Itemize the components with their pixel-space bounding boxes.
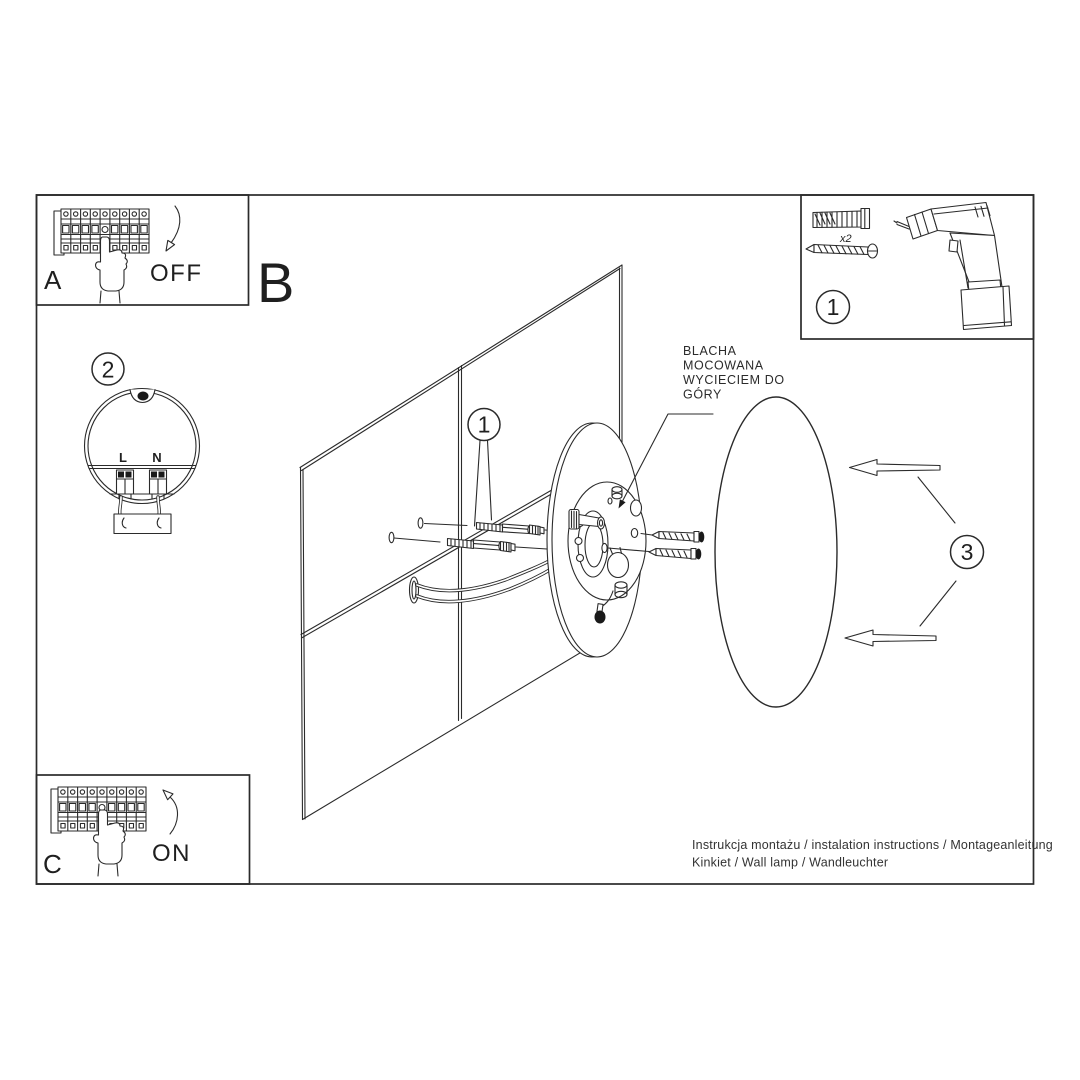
footer-line2: Kinkiet / Wall lamp / Wandleuchter xyxy=(692,855,889,870)
parts-box-content xyxy=(806,203,1012,330)
lamp-base-rear xyxy=(85,389,200,504)
panel-a-label: A xyxy=(44,265,62,295)
step-2-number: 2 xyxy=(101,356,115,383)
plate-note-line1: BLACHA xyxy=(683,344,737,358)
screw-slot-left xyxy=(602,543,607,552)
lamp-cover xyxy=(715,397,837,707)
step-1-parts-number: 1 xyxy=(826,294,840,320)
footer-line1: Instrukcja montażu / instalation instructions / Montageanleitung xyxy=(692,838,1053,852)
terminal-n-label: N xyxy=(152,450,162,465)
off-arrow-head xyxy=(166,240,175,251)
wall-plug-icon xyxy=(813,209,870,229)
step-1-number: 1 xyxy=(477,411,491,438)
plate-note-line2: MOCOWANA xyxy=(683,358,764,373)
drill-hole-upper xyxy=(418,518,423,528)
panel-b-label: B xyxy=(257,251,295,314)
arrow-lower xyxy=(845,630,936,646)
hanging-screw xyxy=(595,611,606,624)
frames xyxy=(37,195,1034,884)
step-1-leaders xyxy=(475,441,492,527)
anchor-upper xyxy=(477,523,554,536)
plate-note-line3: WYCIECIEM DO xyxy=(683,373,785,387)
on-arrow-curve xyxy=(170,797,178,834)
anchor-lower xyxy=(448,539,548,553)
drill-hole-lower xyxy=(389,532,394,542)
panel-b xyxy=(257,251,984,820)
plate-note-line4: GÓRY xyxy=(683,387,722,402)
wall-seam-horizontal xyxy=(301,487,558,638)
cover-mount-arrows xyxy=(845,460,984,647)
drill-icon xyxy=(894,203,1012,330)
panel-c-label: C xyxy=(43,849,62,879)
wiring-detail xyxy=(85,353,200,534)
off-arrow-curve xyxy=(171,206,180,243)
free-screw-upper xyxy=(641,532,704,543)
panel-c xyxy=(43,787,191,879)
panel-a xyxy=(44,206,203,303)
plug-quantity: x2 xyxy=(840,233,852,245)
footer xyxy=(692,838,1053,870)
supply-wires xyxy=(417,559,553,602)
cable-entry-dot xyxy=(138,392,149,401)
step-3-number: 3 xyxy=(960,539,974,565)
terminal-l-label: L xyxy=(119,450,127,465)
arrow-upper xyxy=(850,460,941,476)
outer-frame xyxy=(37,195,1034,884)
off-label: OFF xyxy=(150,260,203,287)
screw-hole-right xyxy=(631,529,637,538)
mounting-screw-icon xyxy=(806,244,878,258)
on-label: ON xyxy=(152,840,191,867)
screw-hole-upper xyxy=(631,500,642,516)
